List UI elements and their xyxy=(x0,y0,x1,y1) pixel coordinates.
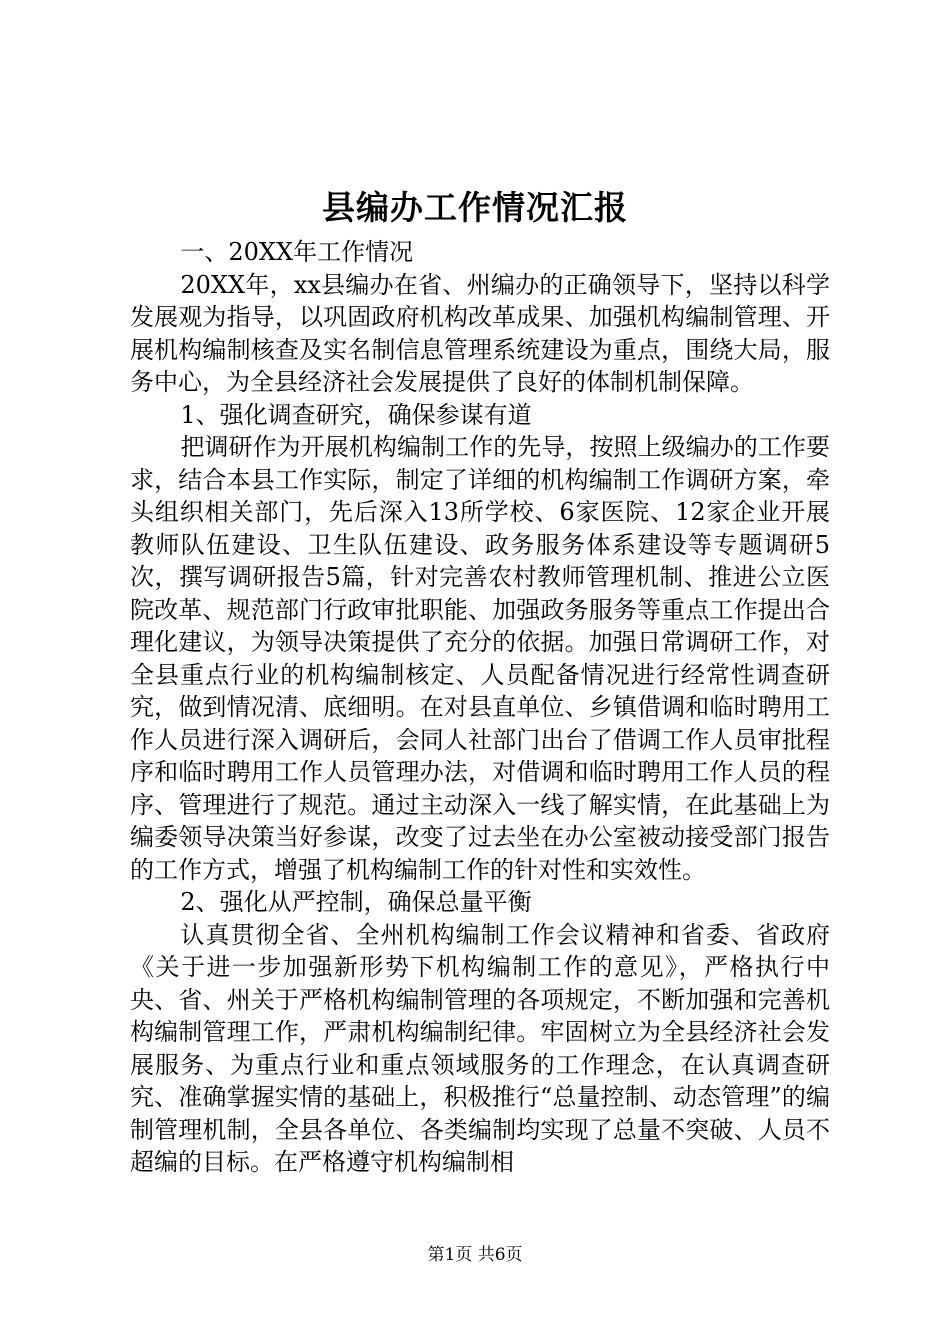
page-footer: 第1页 共6页 xyxy=(427,1245,523,1265)
paragraph: 认真贯彻全省、全州机构编制工作会议精神和省委、省政府《关于进一步加强新形势下机构编制工作的意见》，严格执行中央、省、州关于严格机构编制管理的各项规定，不断加强和完善机构编制管理工作，严肃机构编制纪律。牢固树立为全县经济社会发展服务、为重点行业和重点领域服务的工作理念，在认真调查研究、准确掌握实情的基础上，积极推行“总量控制、动态管理”的编制管理机制，全县各单位、各类编制均实现了总量不突破、人员不超编的目标。在严格遵守机构编制相 xyxy=(130,920,830,1176)
section-heading: 1、强化调查研究，确保参谋有道 xyxy=(180,400,532,429)
page-title: 县编办工作情况汇报 xyxy=(322,188,628,227)
document-body xyxy=(130,236,830,1179)
section-heading: 2、强化从严控制，确保总量平衡 xyxy=(180,888,532,916)
paragraph: 把调研作为开展机构编制工作的先导，按照上级编办的工作要求，结合本县工作实际，制定了详细的机构编制工作调研方案，牵头组织相关部门，先后深入13所学校、6家医院、12家企业开展教师队伍建设、卫生队伍建设、政务服务体系建设等专题调研5次，撰写调研报告5篇，针对完善农村教师管理机制、推进公立医院改革、规范部门行政审批职能、加强政务服务等重点工作提出合理化建议，为领导决策提供了充分的依据。加强日常调研工作，对全县重点行业的机构编制核定、人员配备情况进行经常性调查研究，做到情况清、底细明。在对县直单位、乡镇借调和临时聘用工作人员进行深入调研后，会同人社部门出台了借调工作人员审批程序和临时聘用工作人员管理办法，对借调和临时聘用工作人员的程序、管理进行了规范。通过主动深入一线了解实情，在此基础上为编委领导决策当好参谋，改变了过去坐在办公室被动接受部门报告的工作方式，增强了机构编制工作的针对性和实效性。 xyxy=(130,433,830,884)
section-heading: 一、20XX年工作情况 xyxy=(180,238,414,266)
paragraph: 20XX年，xx县编办在省、州编办的正确领导下，坚持以科学发展观为指导，以巩固政府机构改革成果、加强机构编制管理、开展机构编制核查及实名制信息管理系统建设为重点，围绕大局，服务中心，为全县经济社会发展提供了良好的体制机制保障。 xyxy=(130,270,830,396)
